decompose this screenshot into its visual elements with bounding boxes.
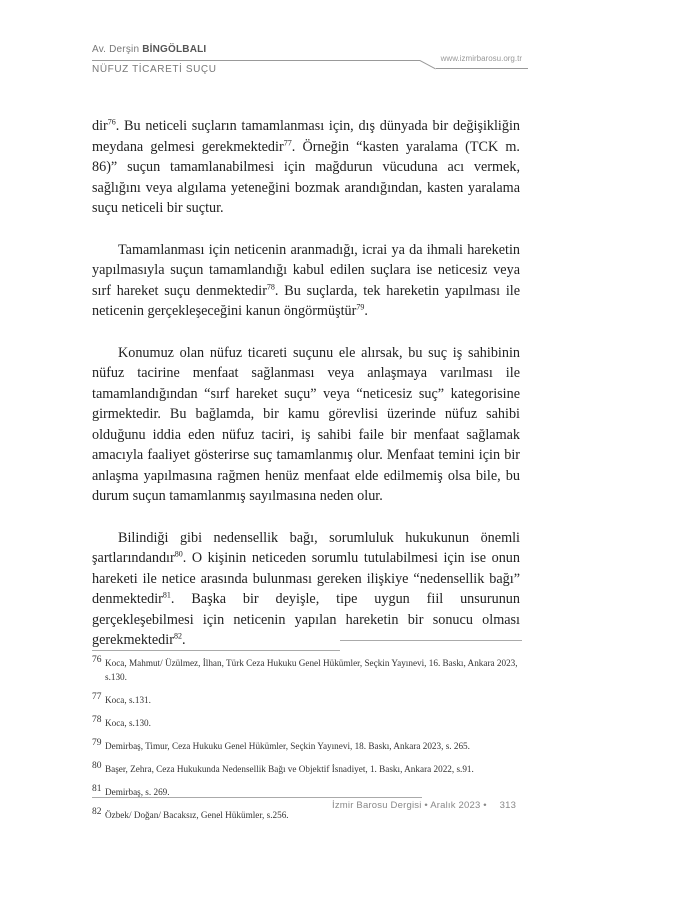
footnote-item (92, 762, 520, 776)
footnote-text: Özbek/ Doğan/ Bacaksız, Genel Hükümler, s.256. (105, 810, 289, 820)
footnote-number: 80 (92, 761, 102, 771)
paragraph-text: Konumuz olan nüfuz ticareti suçunu ele alırsak, bu suç iş sahibinin nüfuz tacirine menfaat sağlanması veya anlaşmaya varılması ile tamamlandığından “sırf hareket suçu” veya “neticesiz suç” kategorisine girmektedir. Bu bağlamda, bir kamu görevlisi üzerinde nüfuz sahibi olduğunu iddia eden nüfuz taciri, iş sahibi faile bir menfaat sağlamak amacıyla faaliyet gösterirse suç tamamlanmış olur. Menfaat temini için bir anlaşma yapılmasına rağmen henüz menfaat elde edilmemiş olsa bile, bu durum suçun tamamlanmış sayılmasına neden olur. (92, 344, 520, 504)
footnote-reference[interactable]: 81 (162, 590, 171, 600)
footnote-reference[interactable]: 78 (266, 281, 275, 291)
footnote-text: Başer, Zehra, Ceza Hukukunda Nedensellik Bağı ve Objektif İsnadiyet, 1. Baskı, Ankara 2022, s.91. (105, 764, 474, 774)
author-surname: BİNGÖLBALI (142, 44, 207, 55)
footer-divider (92, 797, 422, 798)
paragraph-text: . Örneğin “kasten yaralama (TCK m. 86)” suçun tamamlanabilmesi için mağdurun vücuduna acı vermek, sağlığını veya algılama yeteneğini bozmak arandığından, kasten yaralama suçu neticeli bir suçtur. (92, 138, 520, 216)
footnote-divider (92, 650, 340, 651)
article-running-title: NÜFUZ TİCARETİ SUÇU (92, 64, 217, 75)
paragraph-text: Bilindiği gibi nedensellik bağı, sorumluluk hukukunun önemli şartlarındandır (92, 529, 520, 566)
paragraph-text: . (181, 632, 186, 648)
body-paragraph (92, 116, 520, 219)
footnote-reference[interactable]: 82 (173, 631, 182, 641)
footnote-reference[interactable]: 80 (174, 549, 183, 559)
paragraph-text: . Bu neticeli suçların tamamlanması için, dış dünyada bir değişikliğin meydana gelmesi gerekmektedir (92, 118, 520, 155)
author-prefix: Av. Derşin (92, 44, 140, 55)
header-url: www.izmirbarosu.org.tr (440, 54, 522, 63)
body-paragraph (92, 240, 520, 322)
footnote-text: Koca, Mahmut/ Üzülmez, İlhan, Türk Ceza Hukuku Genel Hükümler, Seçkin Yayınevi, 16. Baskı, Ankara 2023, s.130. (105, 658, 518, 682)
header-divider-right (436, 68, 528, 69)
page-footer (332, 800, 516, 811)
paragraph-text: Tamamlanması için neticenin aranmadığı, icrai ya da ihmali hareketin yapılmasıyla suçun tamamlandığı kabul edilen suçlara ise neticesiz veya sırf hareket suçu denmektedir (92, 241, 520, 299)
footnote-number: 76 (92, 655, 102, 665)
paragraph-text: dir (92, 118, 108, 134)
paragraph-text: . Bu suçlarda, tek hareketin yapılması ile neticenin gerçekleşeceğini kanun öngörmüştür (92, 282, 520, 319)
article-body (92, 116, 520, 672)
footnote-number: 79 (92, 738, 102, 748)
footnote-item (92, 739, 520, 753)
footnote-text: Demirbaş, Timur, Ceza Hukuku Genel Hükümler, Seçkin Yayınevi, 18. Baskı, Ankara 2023, s. 265. (105, 741, 470, 751)
footnote-divider-upper (340, 640, 522, 641)
paragraph-text: . Başka bir deyişle, tipe uygun fiil unsurunun gerçekleşebilmesi için neticenin yapılan hareketin bir sonucu olması gerekmektedir (92, 591, 520, 648)
body-paragraph (92, 343, 520, 507)
paragraph-text: . O kişinin neticeden sorumlu tutulabilmesi için ise onun hareketi ile netice arasında bulunması gereken ilişkiye “nedensellik bağı” denmektedir (92, 550, 520, 607)
footnote-item (92, 656, 520, 684)
footnote-reference[interactable]: 77 (283, 137, 292, 147)
footnote-text: Koca, s.131. (105, 695, 151, 705)
footnote-item (92, 693, 520, 707)
footnote-number: 82 (92, 807, 102, 817)
footnote-number: 77 (92, 692, 102, 702)
page-number: 313 (499, 800, 517, 811)
footnote-reference[interactable]: 76 (107, 117, 116, 127)
footnote-item (92, 716, 520, 730)
footnote-reference[interactable]: 79 (356, 302, 365, 312)
body-paragraph (92, 528, 520, 651)
journal-info: İzmir Barosu Dergisi • Aralık 2023 • (332, 800, 487, 811)
author-name (92, 44, 206, 55)
footnote-number: 78 (92, 715, 102, 725)
paragraph-text: . (364, 303, 368, 319)
footnote-number: 81 (92, 784, 102, 794)
footnote-text: Koca, s.130. (105, 718, 151, 728)
header-divider (92, 60, 420, 61)
footnote-text: Demirbaş, s. 269. (105, 787, 170, 797)
